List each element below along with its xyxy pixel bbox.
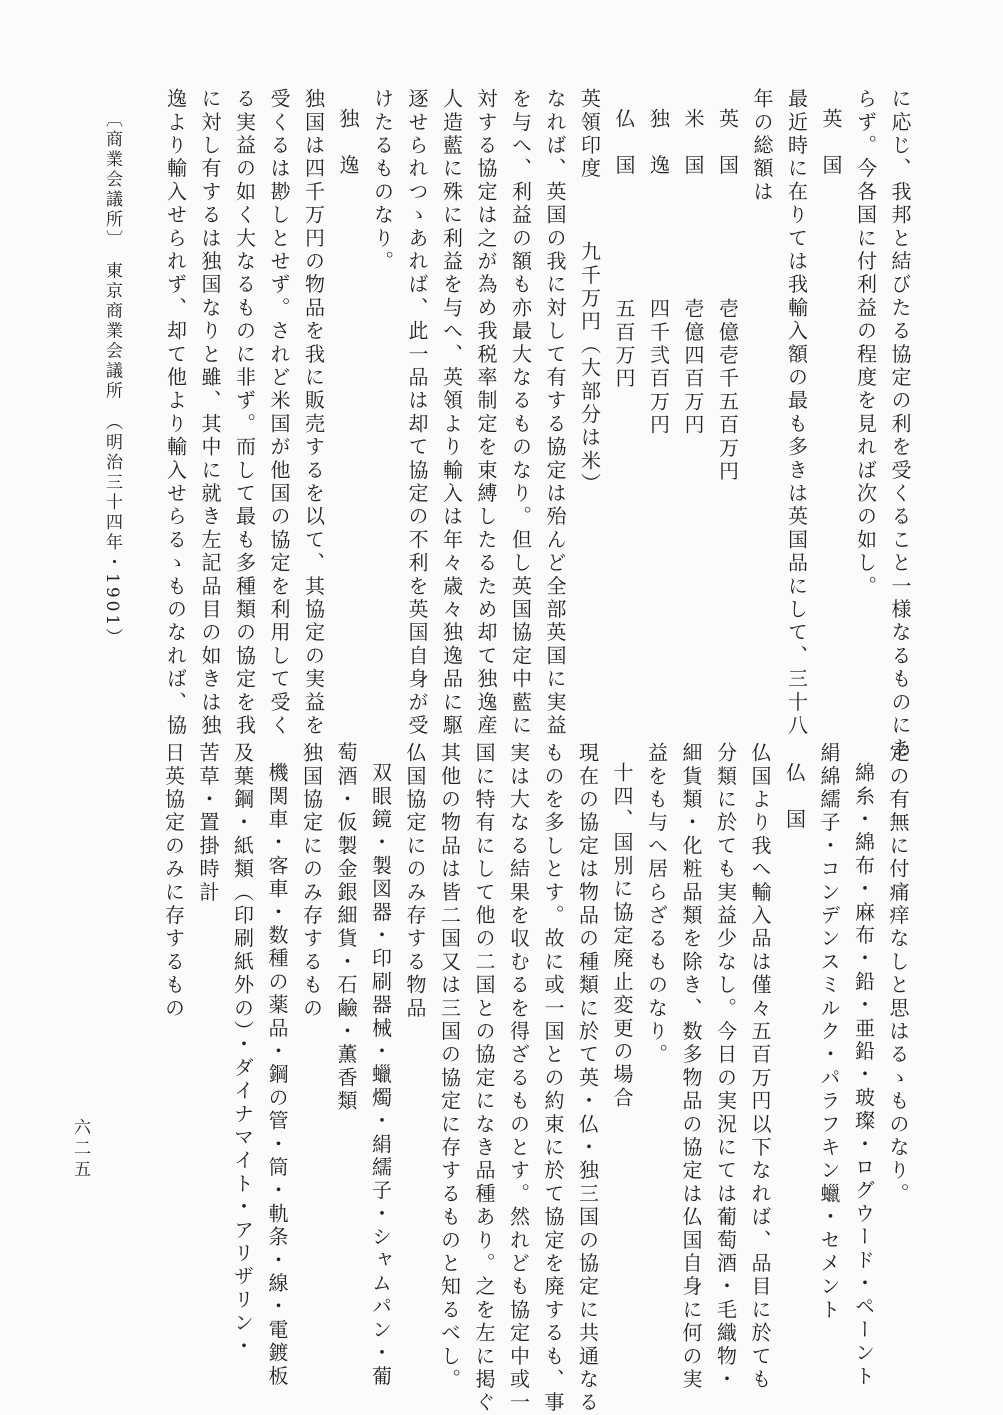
text-line: 仏国より我へ輸入品は僅々五百万円以下なれば、品目に於ても (748, 742, 772, 1392)
text-line: 逐せられつゝあれば、此一品は却て協定の不利を英国自身が受 (405, 88, 429, 738)
bottom-text-block (156, 742, 915, 1415)
section-heading-france: 仏 国 (782, 762, 807, 832)
import-table-row (572, 88, 607, 688)
text-line: に応じ、我邦と結びたる協定の利を受くること一様なるものにあ (888, 88, 912, 761)
import-amount: 五百万円 (612, 297, 636, 391)
text-line: に対し有するは独国なりと雖、其中に就き左記品目の如きは独 (198, 88, 222, 738)
import-amount: 壱億壱千五百万円 (715, 297, 740, 484)
subheading-france-only: 仏国協定にのみ存する物品 (403, 742, 427, 1021)
text-line: 実は大なる結果を収むるを得ざるものとす。然れども協定中或一 (506, 742, 531, 1415)
section-heading-britain: 英 国 (819, 108, 843, 178)
import-amount: 壱億四百万円 (681, 297, 705, 437)
section-heading-germany: 独 逸 (336, 108, 360, 178)
subheading-japan-britain-only: 日英協定のみに存するもの (161, 742, 186, 1021)
text-line: る実益の如く大なるものに非ず。而して最も多種類の協定を我 (232, 88, 257, 738)
text-line: 細貨類・化粧品類を除き、数多物品の協定は仏国自身に何の実 (679, 742, 703, 1392)
text-line: 逸より輸入せられず、却て他より輸入せらるゝものなれば、協 (163, 88, 188, 738)
item-list-line: 綿糸・綿布・麻布・鉛・亜鉛・玻璨・ログウード・ペーント (851, 762, 876, 1389)
item-list-line: 機関車・客車・数種の薬品・鋼の管・筒・軌条・線・電鍍板 (265, 762, 289, 1389)
source-citation: 〔商業会議所〕 東京商業会議所 （明治三十四年・1901） (102, 110, 122, 649)
import-country: 仏 国 (612, 108, 636, 178)
import-table-row (710, 88, 745, 688)
import-amount: 四千弐百万円 (646, 297, 671, 437)
text-line: 現在の協定は物品の種類に於て英・仏・独三国の協定に共通なる (575, 742, 600, 1415)
item-list-line: 絹綿繻子・コンデンスミルク・パラフキン蠟・セメント (817, 742, 841, 1322)
text-line: 其他の物品は皆二国又は三国の協定に存するものと知るべし。 (437, 742, 462, 1392)
text-line: らず。今各国に付利益の程度を見れば次の如し。 (853, 88, 878, 599)
text-line: 独国は四千万円の物品を我に販売するを以て、其協定の実益を (301, 88, 326, 738)
text-line: 受くるは尠しとせず。されど米国が他国の協定を利用して受く (267, 88, 291, 738)
subheading-germany-only: 独国協定にのみ存するもの (299, 742, 324, 1021)
item-list-line: 萄酒・仮製金銀細貨・石鹼・薫香類 (334, 742, 358, 1114)
text-line: 定の有無に付痛痒なしと思はるゝものなり。 (886, 742, 910, 1206)
import-amount: 九千万円（大部分は米） (577, 240, 602, 497)
section-heading-14: 十四、国別に協定廃止変更の場合 (610, 762, 634, 1110)
import-country: 英 国 (715, 108, 740, 178)
text-line: を与へ、利益の額も亦最大なるものなり。但し英国協定中藍に (508, 88, 533, 738)
item-list-line: 及葉鋼・紙類（印刷紙外の）・ダイナマイト・アリザリン・ (230, 742, 255, 1359)
text-line: なれば、英国の我に対して有する協定は殆んど全部英国に実益 (543, 88, 567, 738)
import-table-row (641, 88, 676, 688)
text-line: 益をも与へ居らざるものなり。 (644, 742, 669, 1067)
text-line: 人造藍に殊に利益を与へ、英領より輸入は年々歳々独逸品に駆 (439, 88, 464, 738)
text-line: けたるものなり。 (370, 88, 395, 274)
import-table-row (607, 88, 642, 688)
text-line: 最近時に在りては我輸入額の最も多きは英国品にして、三十八 (784, 88, 809, 738)
text-line: 年の総額は (750, 88, 774, 204)
text-line: ものを多しとす。故に或一国との約束に於て協定を廃するも、事 (541, 742, 565, 1415)
item-list-line: 双眼鏡・製図器・印刷器械・蠟燭・絹繻子・シャムパン・葡 (368, 762, 393, 1389)
text-line: 対する協定は之が為め我税率制定を束縛したるため却て独逸産 (474, 88, 498, 738)
top-text-block (158, 88, 917, 761)
page-number: 六二五 (70, 1118, 90, 1181)
import-table-row (676, 88, 711, 688)
import-country: 英領印度 (577, 88, 602, 181)
text-line: 国に特有にして他の二国との協定になき品種あり。之を左に掲ぐ (472, 742, 496, 1415)
import-country: 独 逸 (646, 108, 671, 178)
item-list-line: 苦草・置掛時計 (196, 742, 220, 905)
text-line: 分類に於ても実益少なし。今日の実況にては葡萄酒・毛織物・ (713, 742, 738, 1392)
import-country: 米 国 (681, 108, 705, 178)
